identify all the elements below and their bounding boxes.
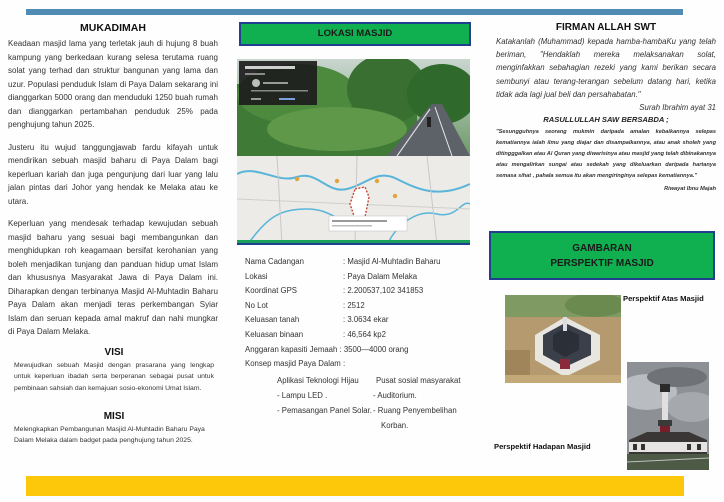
concept-right — [373, 373, 483, 433]
visi-title: VISI — [104, 347, 124, 358]
front-mosque-photo — [627, 362, 709, 470]
street-view-and-map — [237, 59, 470, 245]
concept-left-item: - Pemasangan Panel Solar. — [277, 406, 372, 415]
info-label: Nama Cadangan — [245, 257, 304, 266]
map-legend-box — [329, 216, 407, 231]
gambaran-line-2: PERSPEKTIF MASJID — [550, 258, 654, 269]
info-label: Keluasan tanah — [245, 315, 300, 325]
quote-source: Surah Ibrahim ayat 31 — [639, 103, 716, 113]
front-view-image — [627, 362, 709, 470]
caption-front: Perspektif Hadapan Masjid — [494, 442, 591, 451]
info-value: : 46,564 kp2 — [343, 329, 386, 339]
concept-right-item: Pusat sosial masyarakat — [376, 376, 461, 385]
right-column-text — [496, 22, 716, 195]
capacity-row: Anggaran kapasiti Jemaah : 3500—4000 orang — [245, 344, 409, 354]
concept-right-item: - Ruang Penyembelihan — [373, 406, 457, 415]
info-value: : 3.0634 ekar — [343, 315, 389, 325]
caption-aerial: Perspektif Atas Masjid — [623, 294, 704, 303]
info-table — [245, 255, 480, 372]
info-label: Lokasi — [245, 271, 268, 281]
info-value: : Paya Dalam Melaka — [343, 271, 418, 281]
hadith-text: "Sesungguhnya seorang mukmin daripada amalan kebaikannya selepas kematiannya ialah ilmu yang diajar dan disampaikannya, atau anak sholeh yang ditingggalkan atau Al Quran yang diwarisinya atau masjid yang telah dibinakannya atau mengalirkan sungai atau sedekah yang dikeluarkan daripada hartanya semasa sihat , pahala semua itu akan mengiringinya selepas kematiannya." — [496, 129, 716, 180]
info-value: : 2.200537,102 341853 — [343, 286, 424, 296]
info-row — [245, 313, 480, 328]
concept-left-item: Aplikasi Teknologi Hijau — [277, 376, 359, 385]
bottom-bar — [26, 476, 684, 496]
mukadimah-paragraph: Keperluan yang mendesak terhadap kewujudan sebuah masjid baharu yang sesuai bagi membangunkan dan menghidupkan roh keagamaan bersifat kerohanian yang boleh menjadikan tunjang dan panduan hidup umat Islam dan khususnya Masyarakat Jawa di Paya Dalam ini. Diharapkan dengan terbinanya Masjid Al-Muhtadin Baharu Paya Dalam akan menjadi teras perkembangan Syiar Islam dan seruan kepada amal makruf dan nahi mungkar di Paya Dalam Melaka. — [8, 219, 218, 336]
info-label: No Lot — [245, 300, 268, 310]
gambaran-line-1: GAMBARAN — [572, 243, 632, 254]
hadith-source: Riwayat Ibnu Majah — [664, 186, 716, 193]
info-row — [245, 328, 480, 343]
info-row — [245, 255, 480, 270]
mukadimah-title: MUKADIMAH — [80, 22, 146, 34]
aerial-view-image — [505, 295, 621, 383]
info-label: Keluasan binaan — [245, 329, 304, 339]
concept-left — [277, 373, 387, 418]
lokasi-masjid-header — [239, 22, 471, 46]
info-label: Koordinat GPS — [245, 286, 298, 296]
firman-title: FIRMAN ALLAH SWT — [555, 22, 657, 33]
gambaran-header — [489, 231, 715, 280]
mukadimah-paragraph: Justeru itu wujud tanggungjawab fardu kifayah untuk mendirikan sebuah masjid baharu di Paya Dalam bagi keperluan kariah dan juga pengunjung dari luar yang lalu jalan pintas dari Johor yang hendak ke Melaka atau ke utara. — [8, 142, 218, 206]
hadith-title: RASULLULLAH SAW BERSABDA ; — [543, 115, 669, 125]
visi-section — [14, 347, 214, 394]
left-column — [8, 22, 218, 339]
aerial-mosque-photo — [505, 295, 621, 383]
info-value: : Masjid Al-Muhtadin Baharu — [343, 257, 441, 266]
top-bar-middle — [236, 9, 486, 15]
firman-quote: Katakanlah (Muhammad) kepada hamba-hambaKu yang telah beriman, "Hendaklah mereka melaksanakan solat, menginfakkan sebahagian rezeki yang kami berikan secara sembunyi atau terang-terangan sebelum datang hari, ketika tidak ada lagi jual beli dan persahabatan." — [496, 37, 716, 99]
misi-title: MISI — [103, 411, 125, 422]
mukadimah-paragraph: Keadaan masjid lama yang terletak jauh di hujung 8 buah kampung yang berkedaan kurang selesa terutama ruang solat yang terhad dan struktur bangunan yang lama dan uzur. Populasi penduduk Islam di Paya Dalam sekarang ini dianggarkan 5000 orang dan menduduki 1250 buah rumah dan dianggarkan pertambahan penduduk 25% pada penghujung tahun 2025. — [8, 39, 218, 129]
info-row — [245, 270, 480, 285]
location-image — [237, 59, 470, 245]
lokasi-masjid-title: LOKASI MASJID — [317, 28, 393, 39]
misi-section — [14, 411, 214, 447]
info-row — [245, 284, 480, 299]
concept-left-item: - Lampu LED . — [277, 391, 328, 400]
visi-text: Mewujudkan sebuah Masjid dengan prasarana yang lengkap untuk keperluan ibadah serta berperanan sebagai pusat untuk pembinaan sahsiah dan kemajuan sosio-ekonomi Umat Islam. — [14, 362, 214, 392]
misi-text: Melengkapkan Pembangunan Masjid Al-Muhtadin Baharu Paya Dalam Melaka dalam badget pada penghujung tahun 2025. — [14, 426, 205, 445]
concept-right-item: - Auditorium. — [373, 391, 417, 400]
concept-title: Konsep masjid Paya Dalam : — [245, 359, 346, 369]
top-bar-right — [486, 9, 683, 15]
info-row — [245, 299, 480, 314]
info-value: : 2512 — [343, 300, 365, 310]
top-bar-left — [26, 9, 236, 15]
concept-right-item: Korban. — [381, 421, 409, 430]
